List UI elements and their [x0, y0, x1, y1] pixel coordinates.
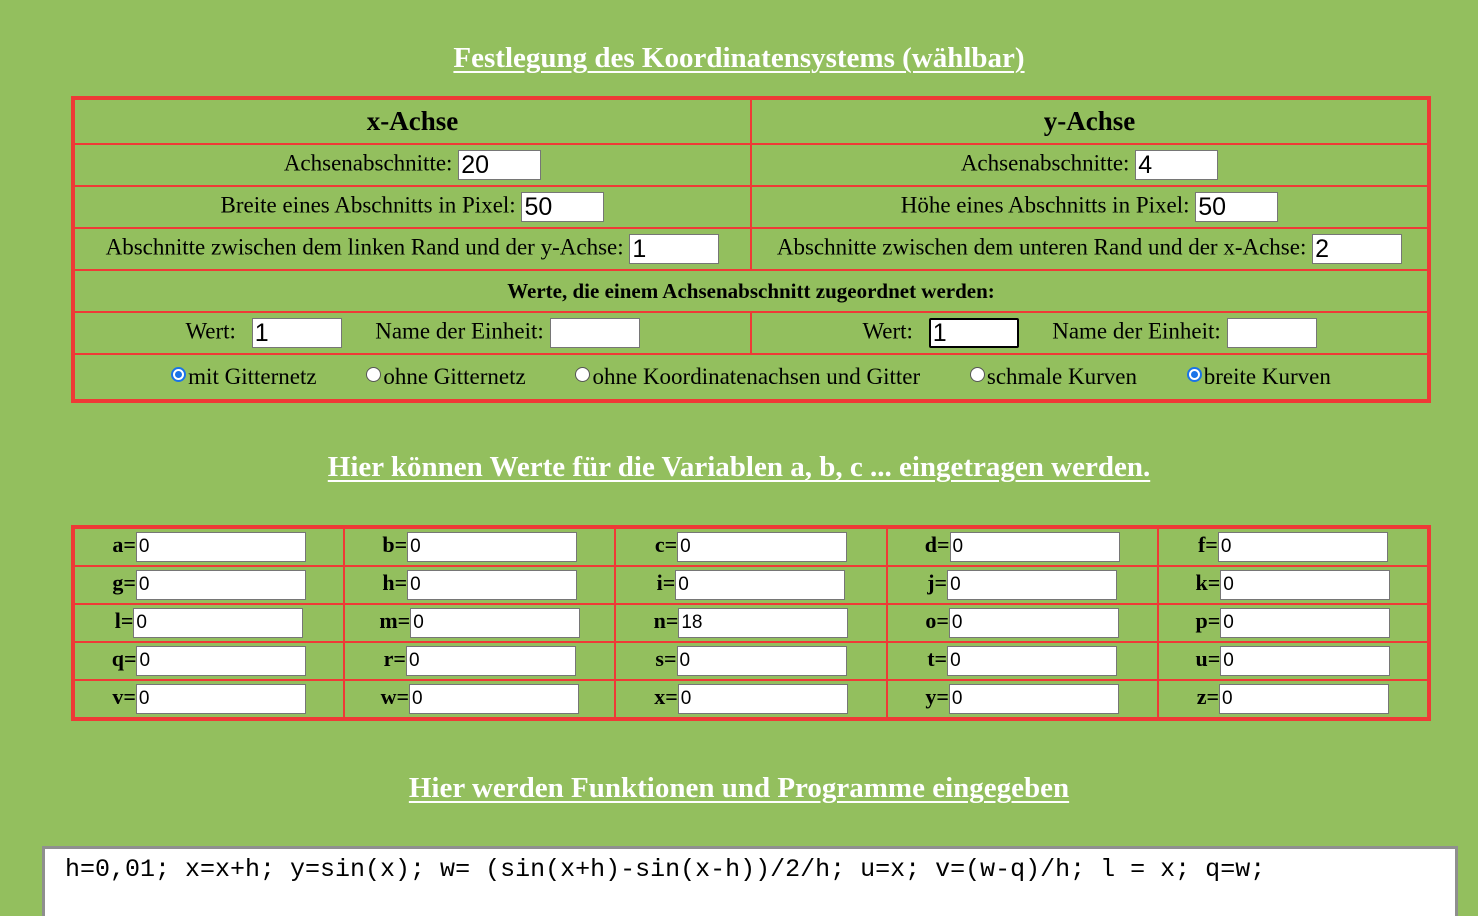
variable-input[interactable]: [949, 684, 1119, 714]
variable-input[interactable]: [1219, 684, 1389, 714]
variable-label: g=: [112, 570, 136, 596]
radio-checked-icon[interactable]: [1187, 367, 1202, 382]
x-offset-cell: [73, 228, 751, 270]
variable-label: q=: [111, 646, 137, 672]
option-label: schmale Kurven: [986, 364, 1137, 389]
x-segments-label: Achsenabschnitte:: [283, 150, 453, 176]
variable-label: l=: [114, 608, 134, 634]
y-offset-cell: [751, 228, 1429, 270]
display-options-row: [73, 354, 1429, 401]
option-label: ohne Koordinatenachsen und Gitter: [592, 364, 921, 389]
variable-label: u=: [1195, 646, 1221, 672]
variable-input[interactable]: [410, 608, 580, 638]
variable-input[interactable]: [136, 646, 306, 676]
variable-cell: [887, 642, 1158, 680]
variable-cell: [1158, 527, 1429, 566]
variable-cell: [615, 642, 886, 680]
variable-cell: [73, 527, 344, 566]
variable-label: a=: [112, 532, 136, 558]
variable-input[interactable]: [677, 646, 847, 676]
variables-row: [73, 680, 1429, 719]
radio-unchecked-icon[interactable]: [366, 367, 381, 382]
variable-cell: [887, 604, 1158, 642]
variable-input[interactable]: [675, 570, 845, 600]
y-segments-label: Achsenabschnitte:: [960, 150, 1130, 176]
variable-input[interactable]: [407, 532, 577, 562]
variable-cell: [1158, 642, 1429, 680]
x-segments-input[interactable]: [458, 150, 541, 180]
y-height-input[interactable]: [1195, 192, 1278, 222]
variable-cell: [887, 527, 1158, 566]
program-section-title: Hier werden Funktionen und Programme eingegeben: [408, 772, 1070, 804]
x-value-label: Wert:: [185, 318, 236, 344]
variable-cell: [615, 604, 886, 642]
variable-cell: [73, 680, 344, 719]
x-value-input[interactable]: [252, 318, 342, 348]
variable-label: v=: [112, 684, 136, 710]
variable-input[interactable]: [678, 608, 848, 638]
x-unit-input[interactable]: [550, 318, 640, 348]
variable-cell: [1158, 604, 1429, 642]
variable-input[interactable]: [1218, 532, 1388, 562]
variable-label: x=: [654, 684, 678, 710]
x-offset-label: Abschnitte zwischen dem linken Rand und der y-Achse:: [105, 234, 624, 260]
variables-row: [73, 527, 1429, 566]
y-height-cell: [751, 186, 1429, 228]
variable-input[interactable]: [136, 532, 306, 562]
variable-label: y=: [925, 684, 949, 710]
y-value-label: Wert:: [862, 318, 913, 344]
variable-label: w=: [380, 684, 409, 710]
variable-cell: [615, 527, 886, 566]
assigned-values-label: Werte, die einem Achsenabschnitt zugeordnet werden:: [73, 270, 1429, 312]
variable-input[interactable]: [136, 684, 306, 714]
variable-input[interactable]: [947, 646, 1117, 676]
variable-cell: [1158, 566, 1429, 604]
variable-cell: [73, 642, 344, 680]
variable-label: f=: [1197, 532, 1218, 558]
option-thin-curves[interactable]: [970, 364, 1137, 390]
variable-label: d=: [924, 532, 950, 558]
variable-cell: [344, 604, 615, 642]
variable-label: h=: [382, 570, 408, 596]
variable-cell: [887, 680, 1158, 719]
option-with-grid[interactable]: [171, 364, 316, 390]
variable-input[interactable]: [678, 684, 848, 714]
radio-unchecked-icon[interactable]: [575, 367, 590, 382]
variable-label: p=: [1195, 608, 1221, 634]
y-offset-input[interactable]: [1312, 234, 1402, 264]
variable-label: i=: [656, 570, 676, 596]
x-width-input[interactable]: [521, 192, 604, 222]
y-offset-label: Abschnitte zwischen dem unteren Rand und der x-Achse:: [776, 234, 1307, 260]
option-without-grid[interactable]: [366, 364, 525, 390]
variable-label: m=: [379, 608, 411, 634]
variables-row: [73, 604, 1429, 642]
radio-unchecked-icon[interactable]: [970, 367, 985, 382]
variable-input[interactable]: [1220, 570, 1390, 600]
variable-input[interactable]: [136, 570, 306, 600]
x-width-label: Breite eines Abschnitts in Pixel:: [220, 192, 516, 218]
option-wide-curves[interactable]: [1187, 364, 1331, 390]
variables-table: [71, 525, 1431, 721]
y-segments-cell: [751, 144, 1429, 186]
variable-label: b=: [382, 532, 408, 558]
variable-cell: [344, 527, 615, 566]
program-input[interactable]: h=0,01; x=x+h; y=sin(x); w= (sin(x+h)-sin(x-h))/2/h; u=x; v=(w-q)/h; l = x; q=w;: [42, 846, 1458, 916]
x-offset-input[interactable]: [629, 234, 719, 264]
x-value-cell: [73, 312, 751, 354]
variable-label: c=: [654, 532, 678, 558]
x-axis-header: x-Achse: [73, 98, 751, 144]
variables-section-title: Hier können Werte für die Variablen a, b, c ... eingetragen werden.: [327, 451, 1151, 483]
variable-label: k=: [1195, 570, 1221, 596]
variable-label: t=: [927, 646, 948, 672]
coord-section-title: Festlegung des Koordinatensystems (wählbar): [453, 42, 1025, 74]
y-unit-label: Name der Einheit:: [1052, 318, 1221, 344]
variable-cell: [344, 642, 615, 680]
variable-cell: [615, 566, 886, 604]
x-unit-label: Name der Einheit:: [375, 318, 544, 344]
y-segments-input[interactable]: [1135, 150, 1218, 180]
x-width-cell: [73, 186, 751, 228]
variables-row: [73, 642, 1429, 680]
variable-cell: [615, 680, 886, 719]
variable-input[interactable]: [1220, 646, 1390, 676]
variable-label: s=: [655, 646, 677, 672]
coord-settings-table: [71, 96, 1431, 403]
variable-input[interactable]: [1220, 608, 1390, 638]
option-label: mit Gitternetz: [188, 364, 317, 389]
variable-input[interactable]: [947, 570, 1117, 600]
variable-cell: [73, 566, 344, 604]
variable-input[interactable]: [949, 608, 1119, 638]
x-segments-cell: [73, 144, 751, 186]
variable-cell: [344, 566, 615, 604]
variable-input[interactable]: [409, 684, 579, 714]
variable-cell: [887, 566, 1158, 604]
y-height-label: Höhe eines Abschnitts in Pixel:: [900, 192, 1190, 218]
variable-cell: [344, 680, 615, 719]
variable-cell: [73, 604, 344, 642]
variable-label: j=: [927, 570, 948, 596]
option-label: ohne Gitternetz: [383, 364, 526, 389]
variable-label: r=: [383, 646, 406, 672]
variables-row: [73, 566, 1429, 604]
y-value-input[interactable]: [929, 318, 1019, 348]
variable-input[interactable]: [950, 532, 1120, 562]
radio-checked-icon[interactable]: [171, 367, 186, 382]
y-unit-input[interactable]: [1227, 318, 1317, 348]
variable-label: n=: [653, 608, 679, 634]
variable-cell: [1158, 680, 1429, 719]
option-label: breite Kurven: [1203, 364, 1331, 389]
variable-input[interactable]: [133, 608, 303, 638]
variable-input[interactable]: [406, 646, 576, 676]
variable-input[interactable]: [677, 532, 847, 562]
variable-label: o=: [925, 608, 949, 634]
option-no-axes-no-grid[interactable]: [575, 364, 920, 390]
variable-input[interactable]: [407, 570, 577, 600]
variable-label: z=: [1196, 684, 1220, 710]
y-axis-header: y-Achse: [751, 98, 1429, 144]
y-value-cell: [751, 312, 1429, 354]
